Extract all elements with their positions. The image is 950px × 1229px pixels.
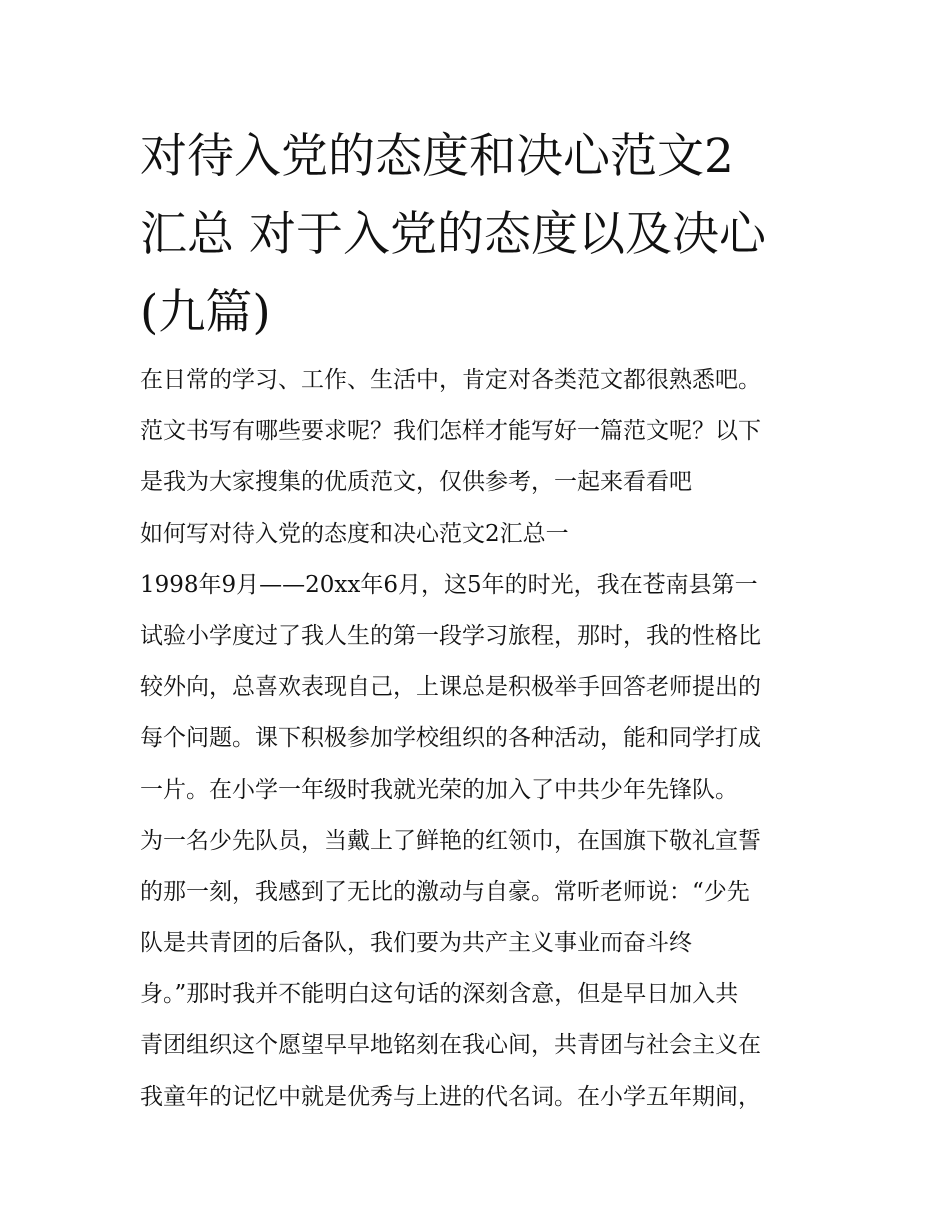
body-line-10: 为一名少先队员，当戴上了鲜艳的红领巾，在国旗下敬礼宣誓 (140, 827, 761, 854)
body-line-12: 队是共青团的后备队，我们要为共产主义事业而奋斗终 (140, 930, 692, 957)
body-line-1: 在日常的学习、工作、生活中，肯定对各类范文都很熟悉吧。 (140, 367, 761, 393)
body-line-2: 范文书写有哪些要求呢？我们怎样才能写好一篇范文呢？以下 (140, 418, 761, 445)
body-line-7: 较外向，总喜欢表现自己，上课总是积极举手回答老师提出的 (140, 674, 761, 701)
body-line-5: 1998年9月——20xx年6月，这5年的时光，我在苍南县第一 (140, 571, 758, 598)
body-line-15: 我童年的记忆中就是优秀与上进的代名词。在小学五年期间， (140, 1083, 761, 1110)
title-line-2: 汇总 对于入党的态度以及决心 (140, 207, 766, 262)
body-line-3: 是我为大家搜集的优质范文，仅供参考，一起来看看吧 (140, 469, 692, 496)
body-line-13: 身。”那时我并不能明白这句话的深刻含意，但是早日加入共 (140, 981, 739, 1008)
document-title (140, 118, 820, 352)
body-line-8: 每个问题。课下积极参加学校组织的各种活动，能和同学打成 (140, 725, 761, 752)
body-line-14: 青团组织这个愿望早早地铭刻在我心间，共青团与社会主义在 (140, 1032, 761, 1059)
body-line-11: 的那一刻，我感到了无比的激动与自豪。常听老师说：“少先 (140, 878, 750, 905)
document-body (140, 355, 820, 1123)
title-line-1: 对待入党的态度和决心范文2 (140, 129, 734, 184)
body-line-6: 试验小学度过了我人生的第一段学习旅程，那时，我的性格比 (140, 622, 761, 649)
title-line-3: (九篇) (140, 285, 271, 340)
section-heading: 如何写对待入党的态度和决心范文2汇总一 (140, 520, 569, 547)
body-line-9: 一片。在小学一年级时我就光荣的加入了中共少年先锋队。 (140, 776, 738, 803)
